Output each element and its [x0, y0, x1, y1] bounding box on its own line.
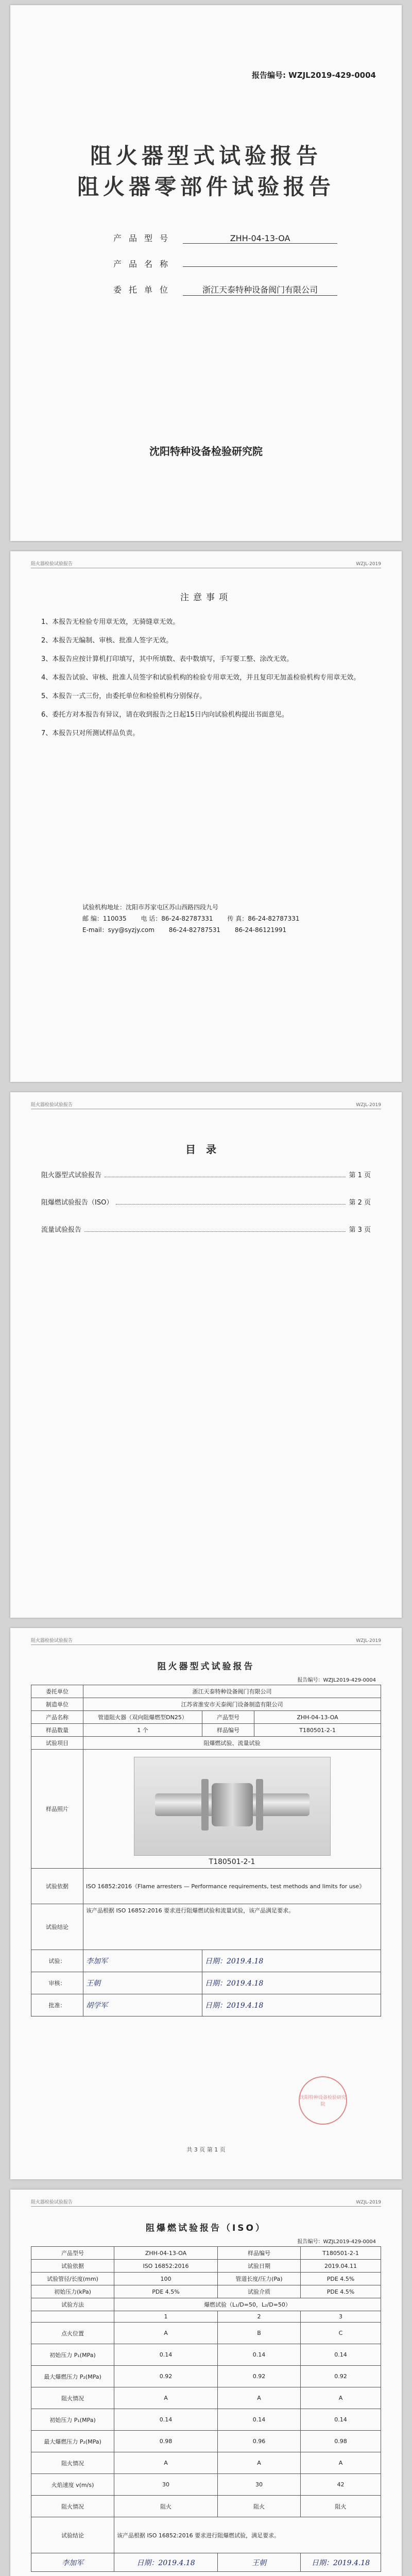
- cell-label: 制造单位: [31, 1698, 83, 1711]
- cell-label: 试验依据: [31, 2260, 114, 2273]
- cell-label: 管道长度/压力(Pa): [218, 2273, 301, 2285]
- toc-leader: [116, 1204, 346, 1205]
- toc-page: [10, 1092, 402, 1618]
- table-row: [31, 1869, 381, 1904]
- table-row: [31, 2474, 381, 2496]
- column-header: [31, 2311, 114, 2323]
- cell-value: 阻火: [114, 2496, 218, 2517]
- cover-label: 产品名称: [113, 259, 176, 269]
- date-tester: 日期：2019.4.18: [202, 1950, 381, 1972]
- contact-address: 试验机构地址：沈阳市苏家屯区苏山西路四段九号: [82, 904, 219, 911]
- table-row: [31, 1724, 381, 1737]
- header-right: WZJL-2019: [356, 562, 381, 567]
- report-number: 报告编号：WZJL2019-429-0004: [297, 2239, 376, 2245]
- photo-flange-left: [201, 1779, 209, 1831]
- date-approver: 日期：2019.4.18: [202, 1994, 381, 2016]
- notes-title: 注意事项: [180, 592, 232, 603]
- cell-label: 试验项目: [31, 1737, 83, 1750]
- table-row: [31, 1750, 381, 1869]
- cell-label: 试验结论: [31, 1904, 83, 1950]
- cell-value: A: [301, 2387, 381, 2409]
- contact-fax-2: 86-24-86121991: [234, 926, 287, 934]
- table-row: [31, 1711, 381, 1724]
- column-header: 1: [114, 2311, 218, 2323]
- cell-value: 0.14: [301, 2344, 381, 2366]
- cell-label: 试验依据: [31, 1869, 83, 1904]
- header-right: WZJL-2019: [356, 2200, 381, 2205]
- header-left: 阻火器检验试验报告: [31, 562, 73, 567]
- cell-label: 阻火情况: [31, 2496, 114, 2517]
- note-item: 1、本报告无检验专用章无效，无骑缝章无效。: [41, 618, 180, 626]
- date-reviewer: 日期：2019.4.18: [301, 2553, 381, 2572]
- cell-label: 初始压力 P₁(MPa): [31, 2409, 114, 2431]
- cell-value: 2019.04.11: [301, 2260, 381, 2273]
- table-row: [31, 2285, 381, 2298]
- cell-value: ISO 16852:2016: [114, 2260, 218, 2273]
- cell-value: 0.14: [218, 2409, 301, 2431]
- report-number: 报告编号: WZJL2019-429-0004: [251, 71, 376, 80]
- cell-value: B: [218, 2323, 301, 2344]
- cell-value: T180501-2-1: [254, 1724, 381, 1737]
- table-row: [31, 2387, 381, 2409]
- contact-tel-2: 86-24-82787531: [168, 926, 221, 934]
- header-right: WZJL-2019: [356, 1103, 381, 1108]
- cell-label: 委托单位: [31, 1685, 83, 1698]
- toc-item-page: 第 1 页: [349, 1172, 371, 1179]
- signature-tester: 李加军: [31, 2553, 114, 2572]
- table-row: [31, 2298, 381, 2311]
- note-item: 2、本报告无编制、审核、批准人签字无效。: [41, 637, 173, 645]
- signature-approver: 胡学军: [83, 1994, 202, 2016]
- sample-photo: [134, 1757, 331, 1856]
- cell-value: 42: [301, 2474, 381, 2496]
- cell-value: 江苏省淮安市天泰阀门设备制造有限公司: [83, 1698, 381, 1711]
- table-row: [31, 2452, 381, 2474]
- cell-value: PDE 4.5%: [114, 2285, 218, 2298]
- cell-label: 初始压力 P₁(MPa): [31, 2344, 114, 2366]
- cell-label: 试验介质: [218, 2285, 301, 2298]
- table-header-row: [31, 2311, 381, 2323]
- table-row: [31, 2431, 381, 2452]
- table-row: [31, 2409, 381, 2431]
- column-header: 2: [218, 2311, 301, 2323]
- note-item: 4、本报告试验、审核、批准人员签字和试验机构的检验专用章无效，并且复印无加盖检验机构专用章无效。: [41, 674, 360, 682]
- cell-label: 审核：: [31, 1972, 83, 1994]
- toc-item-page: 第 3 页: [349, 1226, 371, 1234]
- page-header: [31, 560, 381, 568]
- cell-value: 0.98: [114, 2431, 218, 2452]
- toc-list: [41, 1170, 371, 1251]
- notes-page: [10, 551, 402, 1082]
- cover-value: ZHH-04-13-OA: [183, 233, 337, 244]
- cell-value: A: [114, 2387, 218, 2409]
- report-number: 报告编号：WZJL2019-429-0004: [297, 1677, 376, 1683]
- cell-label: 试验：: [31, 1950, 83, 1972]
- cell-label: 试验方法: [31, 2298, 114, 2311]
- cell-label: 样品数量: [31, 1724, 83, 1737]
- toc-item[interactable]: [41, 1197, 371, 1207]
- table-row: [31, 2323, 381, 2344]
- cover-row-model: [113, 232, 337, 244]
- header-left: 阻火器检验试验报告: [31, 1638, 73, 1643]
- table-row: [31, 2366, 381, 2387]
- cell-value: 0.14: [301, 2409, 381, 2431]
- cell-label: 火焰速度 v(m/s): [31, 2474, 114, 2496]
- cell-value: 0.98: [301, 2431, 381, 2452]
- cell-value: T180501-2-1: [301, 2247, 381, 2260]
- type-test-report-page: [10, 1628, 402, 2179]
- cell-value: 1 个: [83, 1724, 202, 1737]
- cell-value: PDE 4.5%: [301, 2273, 381, 2285]
- deflagration-report-page: [10, 2190, 402, 2576]
- cell-label: 阻火情况: [31, 2452, 114, 2474]
- cell-value: 0.96: [218, 2431, 301, 2452]
- cover-label: 委托单位: [113, 285, 176, 295]
- header-right: WZJL-2019: [356, 1638, 381, 1643]
- cell-value: ZHH-04-13-OA: [114, 2247, 218, 2260]
- institute-name: 沈阳特种设备检验研究院: [149, 445, 263, 457]
- cell-value: 30: [114, 2474, 218, 2496]
- cell-label: 试验结论: [31, 2517, 114, 2553]
- contact-fax: 传 真：86-24-82787331: [227, 915, 300, 922]
- cell-value: 阻火: [301, 2496, 381, 2517]
- column-header: 3: [301, 2311, 381, 2323]
- signature-tester: 李加军: [83, 1950, 202, 1972]
- cell-value: 100: [114, 2273, 218, 2285]
- cell-value: A: [301, 2452, 381, 2474]
- cover-row-name: [113, 258, 337, 269]
- notes-list: [41, 613, 371, 743]
- cell-value: ZHH-04-13-OA: [254, 1711, 381, 1724]
- cell-label: 样品编号: [202, 1724, 254, 1737]
- official-seal: 沈阳特种设备检验研究院: [299, 2076, 347, 2125]
- header-left: 阻火器检验试验报告: [31, 1103, 73, 1108]
- table-row: [31, 1994, 381, 2016]
- cell-label: 样品照片: [31, 1750, 83, 1869]
- cell-value: 爆燃试验（L₁/D=50，L₂/D=50）: [114, 2298, 381, 2311]
- contact-block: [82, 902, 312, 936]
- deflagration-info-table: [31, 2246, 381, 2572]
- toc-item-title: 流量试验报告: [41, 1226, 82, 1234]
- cell-value: 0.92: [218, 2366, 301, 2387]
- table-row: [31, 2553, 381, 2572]
- toc-leader: [84, 1231, 346, 1232]
- cell-value: 0.14: [218, 2344, 301, 2366]
- cover-page: [10, 5, 402, 541]
- contact-postcode-row: [82, 913, 312, 924]
- cell-label: 阻火情况: [31, 2387, 114, 2409]
- cell-value: 该产品根据 ISO 16852:2016 要求进行阻爆燃试验和流量试验，该产品满足要求。: [83, 1904, 381, 1950]
- cover-label: 产品型号: [113, 233, 176, 243]
- page-header: [31, 1636, 381, 1645]
- cover-row-client: [113, 283, 337, 296]
- table-row: [31, 1904, 381, 1950]
- table-row: [31, 1685, 381, 1698]
- cell-label: 试验管径/长度(mm): [31, 2273, 114, 2285]
- cell-value: 0.92: [301, 2366, 381, 2387]
- table-row: [31, 1950, 381, 1972]
- contact-email-row: [82, 924, 312, 936]
- header-left: 阻火器检验试验报告: [31, 2200, 73, 2205]
- type-test-table: [31, 1685, 381, 2016]
- note-item: 7、本报告只对所测试样品负责。: [41, 730, 140, 737]
- cell-value: 浙江天泰特种设备阀门有限公司: [83, 1685, 381, 1698]
- date-tester: 日期：2019.4.18: [114, 2553, 218, 2572]
- page-header: [31, 1100, 381, 1109]
- cell-label: 最大爆燃压力 P₂(MPa): [31, 2366, 114, 2387]
- note-item: 6、委托方对本报告有异议，请在收到报告之日起15日内向试验机构提出书面意见。: [41, 711, 288, 719]
- cell-label: 产品名称: [31, 1711, 83, 1724]
- cover-title-2: 阻火器零部件试验报告: [77, 174, 335, 199]
- note-item: 3、本报告应按计算机打印填写，其中所填数、表中数填写，手写要工整、涂改无效。: [41, 655, 294, 663]
- cell-label: 点火位置: [31, 2323, 114, 2344]
- toc-item-page: 第 2 页: [349, 1199, 371, 1207]
- table-row: [31, 2344, 381, 2366]
- cell-value: 0.92: [114, 2366, 218, 2387]
- signature-reviewer: 王朝: [218, 2553, 301, 2572]
- cell-value: A: [218, 2387, 301, 2409]
- cell-value: 阻火: [218, 2496, 301, 2517]
- toc-item-title: 阻火器型式试验报告: [41, 1172, 102, 1179]
- photo-arrester-body: [212, 1783, 253, 1826]
- table-row: [31, 1737, 381, 1750]
- cell-value: A: [114, 2323, 218, 2344]
- report-title: 阻火器型式试验报告: [157, 1662, 255, 1672]
- table-row: [31, 2260, 381, 2273]
- cell-label: 试验日期: [218, 2260, 301, 2273]
- contact-tel: 电 话：86-24-82787331: [141, 915, 213, 922]
- cell-value: PDE 4.5%: [301, 2285, 381, 2298]
- cell-value: ISO 16852:2016《Flame arresters — Performance requirements, test methods and limits for use》: [83, 1869, 381, 1904]
- cell-label: 批准：: [31, 1994, 83, 2016]
- cell-value: 管道阻火器（双向阻爆燃型DN25）: [83, 1711, 202, 1724]
- signature-reviewer: 王朝: [83, 1972, 202, 1994]
- cell-label: 最大爆燃压力 P₂(MPa): [31, 2431, 114, 2452]
- note-item: 5、本报告一式三份，由委托单位和检验机构分别保存。: [41, 692, 207, 700]
- cell-label: 产品型号: [202, 1711, 254, 1724]
- toc-item-title: 阻爆燃试验报告（ISO）: [41, 1199, 113, 1207]
- cell-label: 产品型号: [31, 2247, 114, 2260]
- photo-cell: [83, 1750, 381, 1869]
- page-footer: 共 3 页 第 1 页: [186, 2146, 226, 2153]
- photo-flange-right: [256, 1779, 263, 1831]
- toc-item[interactable]: [41, 1224, 371, 1234]
- table-row: [31, 2273, 381, 2285]
- cover-title-1: 阻火器型式试验报告: [90, 143, 322, 168]
- cell-value: C: [301, 2323, 381, 2344]
- table-row: [31, 2247, 381, 2260]
- cover-value: [183, 266, 337, 267]
- cell-value: 0.14: [114, 2409, 218, 2431]
- table-row: [31, 2517, 381, 2553]
- report-title: 阻爆燃试验报告（ISO）: [145, 2223, 267, 2233]
- table-row: [31, 1698, 381, 1711]
- cell-value: A: [114, 2452, 218, 2474]
- contact-email: E-mail：syy@syzjy.com: [82, 926, 154, 934]
- date-reviewer: 日期：2019.4.18: [202, 1972, 381, 1994]
- cell-value: 30: [218, 2474, 301, 2496]
- cell-value: 阻爆燃试验、流量试验: [83, 1737, 381, 1750]
- table-row: [31, 1972, 381, 1994]
- toc-title: 目录: [185, 1143, 227, 1156]
- table-row: [31, 2496, 381, 2517]
- page-header: [31, 2198, 381, 2207]
- cell-label: 样品编号: [218, 2247, 301, 2260]
- cover-value: 浙江天泰特种设备阀门有限公司: [183, 283, 337, 296]
- cell-value: 0.14: [114, 2344, 218, 2366]
- photo-caption: T180501-2-1: [209, 1858, 255, 1866]
- cell-label: 初始压力(kPa): [31, 2285, 114, 2298]
- cell-value: 该产品根据 ISO 16852:2016 要求进行阻爆燃试验，满足要求。: [114, 2517, 381, 2553]
- cell-value: A: [218, 2452, 301, 2474]
- toc-item[interactable]: [41, 1170, 371, 1179]
- contact-postcode: 邮 编：110035: [82, 915, 127, 922]
